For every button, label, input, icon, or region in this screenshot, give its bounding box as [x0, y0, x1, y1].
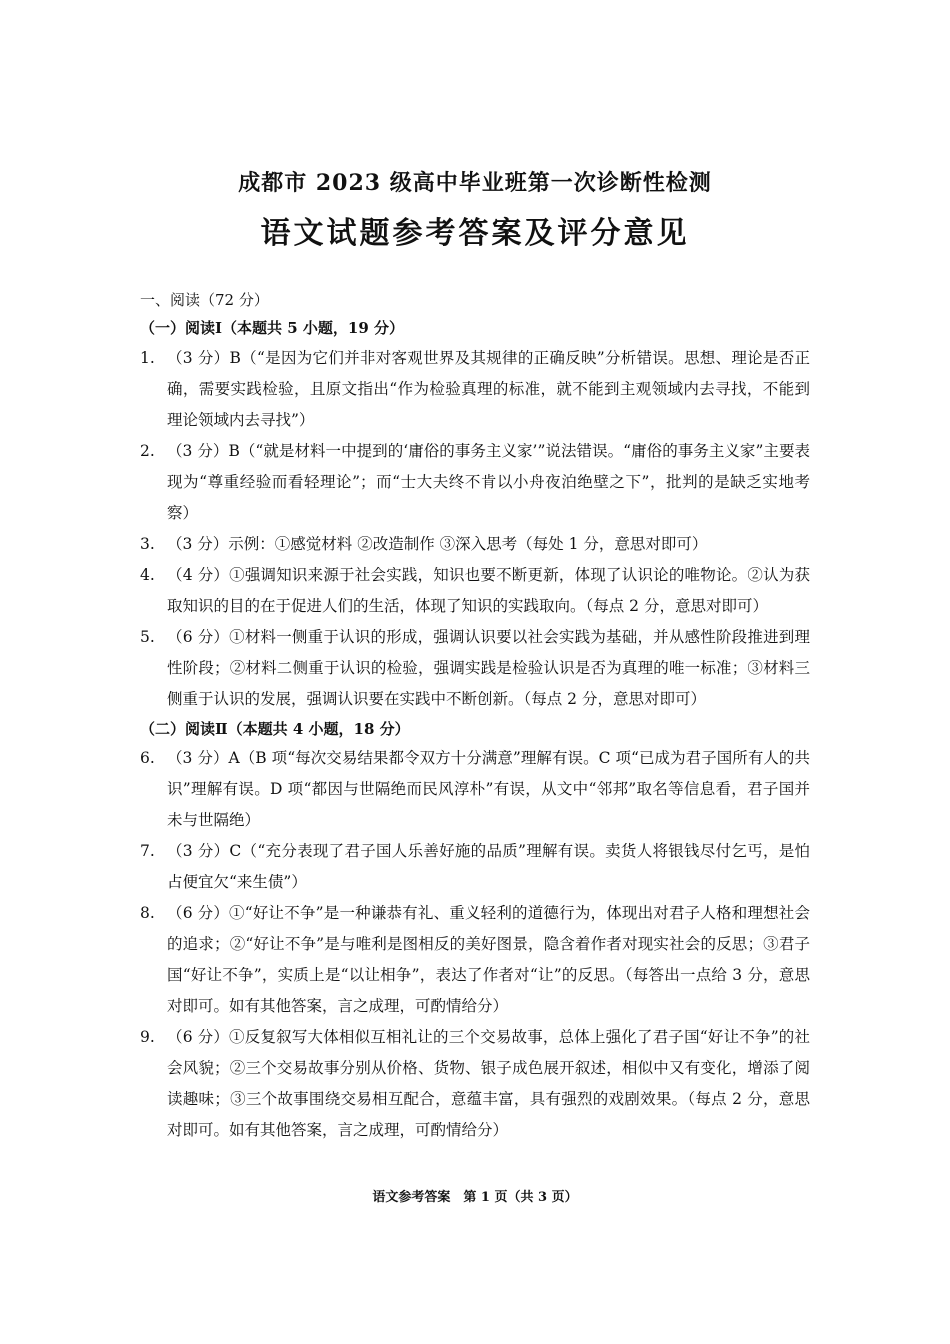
part-heading-reading-2: （二）阅读Ⅱ（本题共 4 小题，18 分）	[140, 720, 410, 738]
answer-number: 4.	[140, 566, 155, 584]
exam-title: 成都市 2023 级高中毕业班第一次诊断性检测	[238, 170, 712, 196]
answer-item	[140, 622, 810, 715]
answer-number: 3.	[140, 535, 155, 553]
answer-item	[140, 560, 810, 622]
answer-text: （3 分）B（“就是材料一中提到的‘庸俗的事务主义家’”说法错误。“庸俗的事务主义家”主要表现为“尊重经验而看轻理论”；而“士大夫终不肯以小舟夜泊绝壁之下”，批判的是缺乏实地考察）	[167, 442, 810, 522]
answer-item	[140, 743, 810, 836]
answer-text: （3 分）B（“是因为它们并非对客观世界及其规律的正确反映”分析错误。思想、理论是否正确，需要实践检验，且原文指出“作为检验真理的标准，就不能到主观领域内去寻找，不能到理论领域内去寻找”）	[167, 349, 810, 429]
answer-number: 7.	[140, 842, 155, 860]
answer-text: （6 分）①反复叙写大体相似互相礼让的三个交易故事，总体上强化了君子国“好让不争”的社会风貌；②三个交易故事分别从价格、货物、银子成色展开叙述，相似中又有变化，增添了阅读趣味；③三个故事围绕交易相互配合，意蕴丰富，具有强烈的戏剧效果。（每点 2 分，意思对即可。如有其他答案，言之成理，可酌情给分）	[167, 1028, 810, 1139]
answer-text: （3 分）A（B 项“每次交易结果都令双方十分满意”理解有误。C 项“已成为君子国所有人的共识”理解有误。D 项“都因与世隔绝而民风淳朴”有误，从文中“邻邦”取名等信息看，君子国并未与世隔绝）	[167, 749, 810, 829]
answer-number: 5.	[140, 628, 155, 646]
part-heading-reading-1: （一）阅读Ⅰ（本题共 5 小题，19 分）	[140, 319, 404, 337]
answer-text: （3 分）C（“充分表现了君子国人乐善好施的品质”理解有误。卖货人将银钱尽付乞丐，是怕占便宜欠“来生债”）	[167, 842, 810, 891]
answer-text: （6 分）①“好让不争”是一种谦恭有礼、重义轻利的道德行为，体现出对君子人格和理想社会的追求；②“好让不争”是与唯利是图相反的美好图景，隐含着作者对现实社会的反思；③君子国“好让不争”，实质上是“以让相争”，表达了作者对“让”的反思。（每答出一点给 3 分，意思对即可。如有其他答案，言之成理，可酌情给分）	[167, 904, 810, 1015]
answer-text: （6 分）①材料一侧重于认识的形成，强调认识要以社会实践为基础，并从感性阶段推进到理性阶段；②材料二侧重于认识的检验，强调实践是检验认识是否为真理的唯一标准；③材料三侧重于认识的发展，强调认识要在实践中不断创新。（每点 2 分，意思对即可）	[167, 628, 810, 708]
answer-item	[140, 898, 810, 1022]
answer-number: 6.	[140, 749, 155, 767]
section-heading-reading: 一、阅读（72 分）	[140, 291, 269, 309]
answer-item	[140, 1022, 810, 1146]
answer-number: 9.	[140, 1028, 155, 1046]
answer-number: 1.	[140, 349, 155, 367]
page-footer: 语文参考答案 第 1 页（共 3 页）	[372, 1190, 578, 1205]
answers-content	[140, 286, 810, 1146]
answer-number: 8.	[140, 904, 155, 922]
answer-item	[140, 343, 810, 436]
answer-item	[140, 836, 810, 898]
answer-item	[140, 436, 810, 529]
answer-text: （4 分）①强调知识来源于社会实践，知识也要不断更新，体现了认识论的唯物论。②认为获取知识的目的在于促进人们的生活，体现了知识的实践取向。（每点 2 分，意思对即可）	[167, 566, 810, 615]
answer-number: 2.	[140, 442, 155, 460]
answer-text: （3 分）示例：①感觉材料 ②改造制作 ③深入思考（每处 1 分，意思对即可）	[167, 535, 708, 553]
answer-item	[140, 529, 810, 560]
document-subtitle: 语文试题参考答案及评分意见	[260, 216, 690, 251]
